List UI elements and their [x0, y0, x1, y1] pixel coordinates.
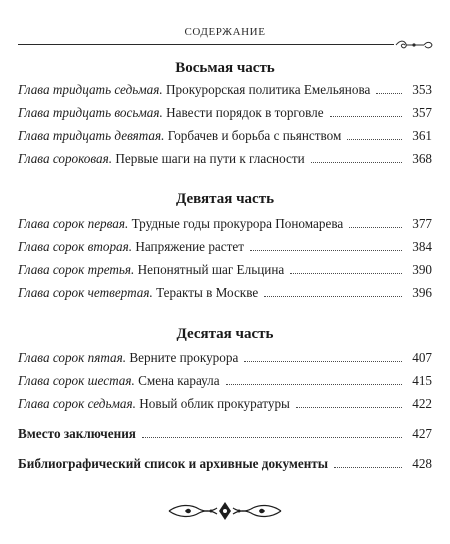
dot-leader	[250, 250, 402, 251]
dot-leader	[311, 162, 402, 163]
dot-leader	[330, 116, 402, 117]
section-title: Десятая часть	[176, 326, 274, 342]
running-header: СОДЕРЖАНИЕ	[184, 26, 266, 38]
dot-leader	[296, 407, 402, 408]
chapter-label: Глава сорок шестая.	[18, 373, 135, 388]
header-rule	[18, 44, 394, 45]
chapter-title: Горбачев и борьба с пьянством	[167, 128, 342, 143]
page-number: 407	[412, 350, 432, 365]
page-number: 384	[412, 239, 432, 254]
dot-leader	[376, 93, 402, 94]
chapter-label: Глава сорок седьмая.	[18, 396, 136, 411]
toc-entry-conclusion[interactable]	[18, 426, 432, 444]
dot-leader	[226, 384, 402, 385]
page-number: 396	[412, 285, 432, 300]
page-number: 428	[412, 456, 432, 471]
toc-entry[interactable]	[18, 82, 432, 100]
section-title: Восьмая часть	[175, 60, 275, 76]
entry-title: Вместо заключения	[18, 426, 136, 441]
toc-entry[interactable]	[18, 262, 432, 280]
section-title: Девятая часть	[175, 191, 274, 207]
dot-leader	[347, 139, 402, 140]
toc-entry[interactable]	[18, 239, 432, 257]
toc-entry[interactable]	[18, 396, 432, 414]
toc-entry[interactable]	[18, 105, 432, 123]
page-number: 377	[412, 216, 432, 231]
chapter-label: Глава сорок вторая.	[18, 239, 133, 254]
chapter-title: Теракты в Москве	[156, 285, 259, 300]
page-number: 353	[412, 82, 432, 97]
toc-entry[interactable]	[18, 216, 432, 234]
toc-entry[interactable]	[18, 373, 432, 391]
chapter-title: Трудные годы прокурора Пономарева	[131, 216, 344, 231]
chapter-title: Смена караула	[138, 373, 220, 388]
dot-leader	[334, 467, 402, 468]
chapter-label: Глава тридцать девятая.	[18, 128, 165, 143]
dot-leader	[349, 227, 402, 228]
toc-entry[interactable]	[18, 350, 432, 368]
toc-entry-bibliography[interactable]	[18, 456, 432, 474]
page-number: 422	[412, 396, 432, 411]
dot-leader	[244, 361, 402, 362]
chapter-title: Напряжение растет	[135, 239, 245, 254]
dot-leader	[290, 273, 402, 274]
toc-entry[interactable]	[18, 151, 432, 169]
chapter-title: Первые шаги на пути к гласности	[115, 151, 305, 166]
page-number: 361	[412, 128, 432, 143]
chapter-label: Глава тридцать седьмая.	[18, 82, 163, 97]
chapter-label: Глава сорок первая.	[18, 216, 129, 231]
chapter-title: Прокурорская политика Емельянова	[166, 82, 371, 97]
dot-leader	[264, 296, 402, 297]
toc-entry[interactable]	[18, 285, 432, 303]
entry-title: Библиографический список и архивные документы	[18, 456, 329, 471]
page-number: 415	[412, 373, 432, 388]
scroll-flourish-icon	[394, 38, 434, 52]
toc-entry[interactable]	[18, 128, 432, 146]
chapter-label: Глава сорок четвертая.	[18, 285, 153, 300]
chapter-label: Глава сорок третья.	[18, 262, 135, 277]
chapter-title: Верните прокурора	[129, 350, 239, 365]
vignette-ornament-icon	[165, 500, 285, 522]
chapter-title: Навести порядок в торговле	[166, 105, 324, 120]
page-number: 390	[412, 262, 432, 277]
chapter-label: Глава тридцать восьмая.	[18, 105, 163, 120]
chapter-label: Глава сороковая.	[18, 151, 113, 166]
page-number: 368	[412, 151, 432, 166]
chapter-label: Глава сорок пятая.	[18, 350, 127, 365]
page-number: 357	[412, 105, 432, 120]
dot-leader	[142, 437, 402, 438]
chapter-title: Непонятный шаг Ельцина	[137, 262, 285, 277]
chapter-title: Новый облик прокуратуры	[139, 396, 290, 411]
page-number: 427	[412, 426, 432, 441]
